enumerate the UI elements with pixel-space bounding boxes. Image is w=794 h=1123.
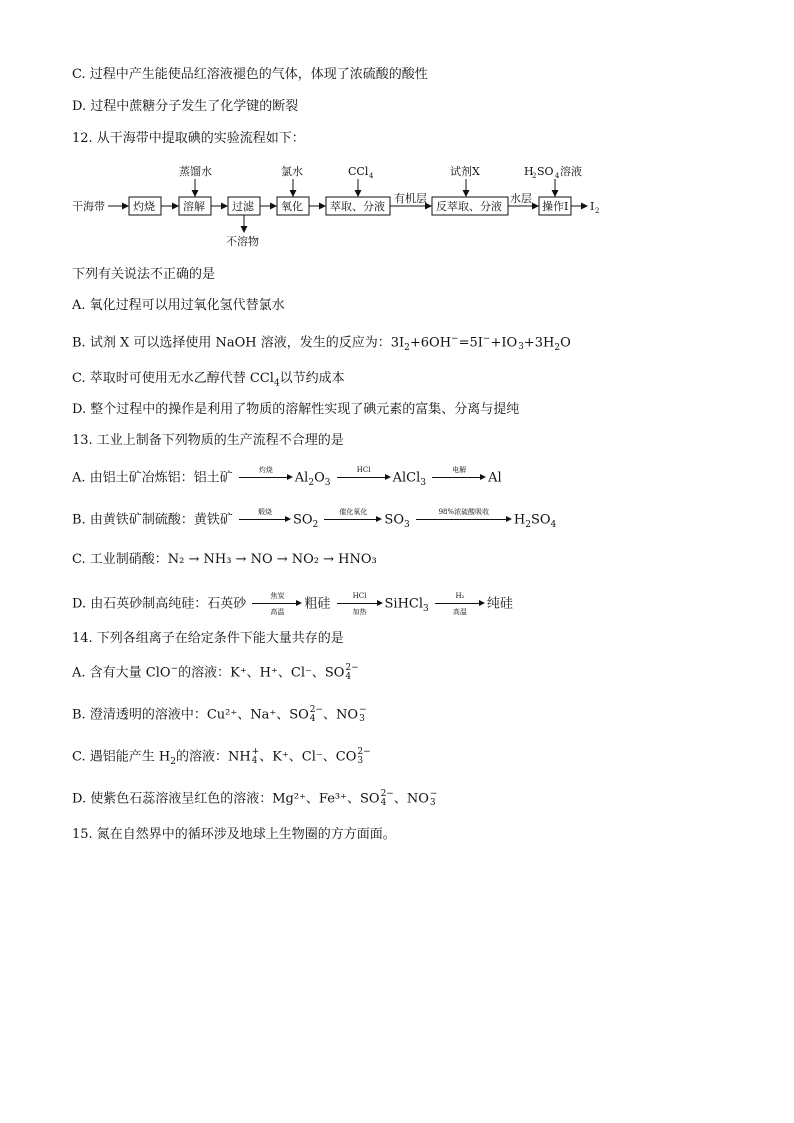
flow-step-oxidize: 氧化 [281, 200, 303, 213]
option-d-q14: D. 使紫色石蕊溶液呈红色的溶液：Mg²⁺、Fe³⁺、SO 2− 4 、NO − 3 [72, 789, 438, 808]
option-a-q14: A. 含有大量 ClO−的溶液：K⁺、H⁺、Cl⁻、SO 2− 4 [72, 663, 359, 682]
flow-step-back-extract: 反萃取、分液 [436, 200, 502, 213]
option-c-q11: C. 过程中产生能使品红溶液褪色的气体，体现了浓硫酸的酸性 [72, 67, 428, 82]
flow-step-burn: 灼烧 [133, 200, 155, 213]
flow-end: I [590, 200, 595, 213]
option-c-q13: C. 工业制硝酸：N₂ → NH₃ → NO → NO₂ → HNO₃ [72, 552, 377, 567]
flow-water-layer: 水层 [510, 192, 532, 205]
option-b-q14: B. 澄清透明的溶液中：Cu²⁺、Na⁺、SO 2− 4 、NO − 3 [72, 705, 367, 724]
question-12: 12. 从干海带中提取碘的实验流程如下： [72, 131, 305, 146]
flow-end-sub: 2 [595, 207, 600, 215]
flow-input-h: H [524, 165, 534, 178]
option-c-q12: C. 萃取时可使用无水乙醇代替 CCl$_4$以节约成本 [72, 371, 345, 389]
flow-organic-layer: 有机层 [394, 192, 427, 205]
flow-input-ccl4: CCl [348, 165, 369, 178]
flow-step-operation-1: 操作Ⅰ [542, 200, 569, 213]
flow-input-so-sub: 4 [555, 172, 560, 180]
question-15: 15. 氮在自然界中的循环涉及地球上生物圈的方方面面。 [72, 827, 396, 842]
iodine-extraction-flowchart [72, 162, 612, 252]
flow-step-dissolve: 溶解 [183, 200, 205, 213]
flow-input-ccl4-sub: 4 [369, 172, 374, 180]
option-d-q12: D. 整个过程中的操作是利用了物质的溶解性实现了碘元素的富集、分离与提纯 [72, 402, 520, 417]
flow-step-filter: 过滤 [232, 200, 254, 213]
option-c-q14: C. 遇铝能产生 $H_2$的溶液：NH + 4 、K⁺、Cl⁻、CO 2− 3 [72, 747, 371, 768]
flow-start: 干海带 [72, 200, 105, 213]
flow-step-extract: 萃取、分液 [330, 200, 385, 213]
option-d-q11: D. 过程中蔗糖分子发生了化学键的断裂 [72, 99, 299, 114]
option-a-q12: A. 氧化过程可以用过氧化氢代替氯水 [72, 298, 285, 313]
flow-input-reagent-x: 试剂X [450, 165, 480, 178]
flow-input-so: SO [537, 165, 554, 178]
option-b-q12: B. 试剂 X 可以选择使用 NaOH 溶液，发生的反应为：$3I_2+6OH^-=5I^-+IO$ 3 $+3H_2O$ [72, 334, 571, 354]
question-13: 13. 工业上制备下列物质的生产流程不合理的是 [72, 433, 344, 448]
option-b-q13: B. 由黄铁矿制硫酸：黄铁矿 煅烧 $SO_2$ 催化氧化 $SO_3$ 98%浓硫酸吸收 $H_2SO_4$ [72, 508, 557, 531]
flow-waste: 不溶物 [226, 235, 259, 248]
flow-input-chlorine-water: 氯水 [281, 165, 303, 178]
question-14: 14. 下列各组离子在给定条件下能大量共存的是 [72, 631, 344, 646]
option-d-q13: D. 由石英砂制高纯硅：石英砂 焦炭 高温 粗硅 HCl 加热 SiHCl$_3$ H₂ 高温 纯硅 [72, 592, 513, 616]
question-12-stem: 下列有关说法不正确的是 [72, 267, 216, 282]
flow-input-solution: 溶液 [560, 165, 582, 178]
flow-input-h-sub: 2 [532, 172, 537, 180]
flow-input-water: 蒸馏水 [179, 165, 212, 178]
option-a-q13: A. 由铝土矿冶炼铝：铝土矿 灼烧 $Al_2O_3$ HCl AlCl$_3$ 电解 Al [72, 466, 502, 489]
